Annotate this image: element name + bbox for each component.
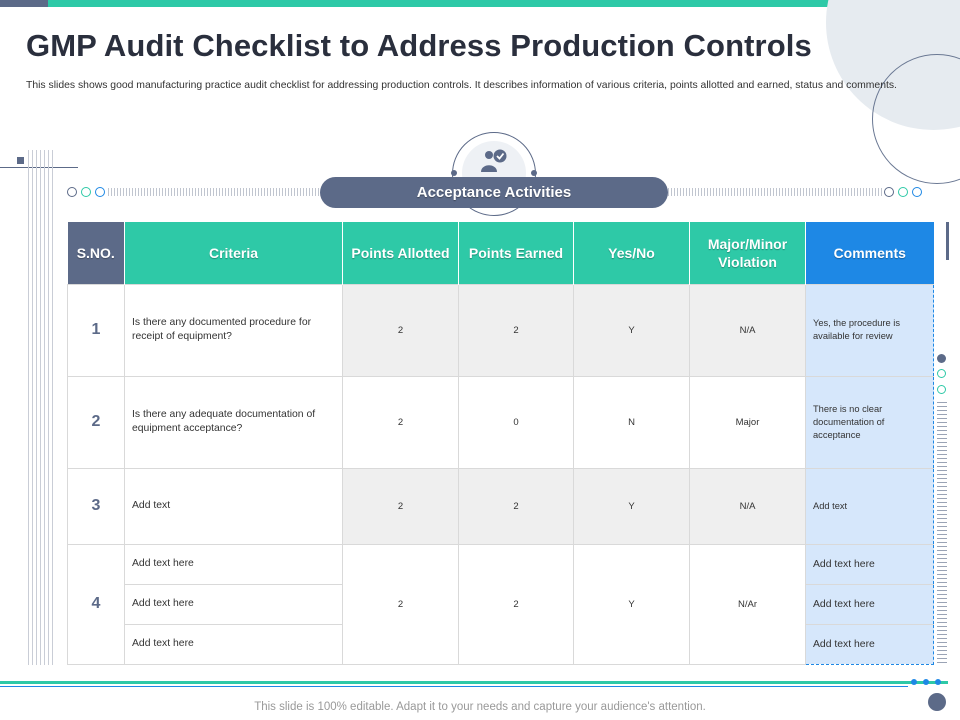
decorative-dot <box>923 679 929 685</box>
ring-dot <box>81 187 91 197</box>
badge-dot <box>531 170 537 176</box>
bottom-accent-line <box>0 681 948 684</box>
row-number: 2 <box>68 376 125 468</box>
audit-checklist-table <box>67 222 934 665</box>
person-check-icon <box>478 148 508 174</box>
table-row <box>68 376 934 468</box>
decorative-horizontal-lines <box>937 402 947 664</box>
footer-note: This slide is 100% editable. Adapt it to your needs and capture your audience's attention. <box>254 701 706 713</box>
comment-cell: There is no clear documentation of acceptance <box>806 376 934 468</box>
ring-dot <box>912 187 922 197</box>
yes-no-cell: Y <box>574 284 690 376</box>
header-points-allotted: Points Allotted <box>343 222 459 284</box>
header-yes-no: Yes/No <box>574 222 690 284</box>
criteria-cell: Add text here <box>125 624 343 664</box>
bottom-accent-line-blue <box>0 686 908 687</box>
top-accent-bar <box>0 0 960 7</box>
yes-no-cell: Y <box>574 468 690 544</box>
violation-cell: N/A <box>690 468 806 544</box>
comment-cell: Add text here <box>806 544 934 584</box>
decorative-ring-dot <box>937 369 946 378</box>
ring-dot <box>898 187 908 197</box>
ring-dot <box>95 187 105 197</box>
row-number: 4 <box>68 544 125 664</box>
violation-cell: Major <box>690 376 806 468</box>
badge-dot <box>451 170 457 176</box>
decorative-dot <box>935 679 941 685</box>
ring-dot <box>884 187 894 197</box>
points-earned-cell: 2 <box>459 284 574 376</box>
row-number: 3 <box>68 468 125 544</box>
points-earned-cell: 2 <box>459 468 574 544</box>
table-row <box>68 468 934 544</box>
top-accent-bar-dark <box>0 0 48 7</box>
decorative-dot <box>937 354 946 363</box>
criteria-cell: Add text <box>125 468 343 544</box>
points-earned-cell: 2 <box>459 544 574 664</box>
points-allotted-cell: 2 <box>343 544 459 664</box>
dotted-divider-right <box>668 188 882 196</box>
comment-cell: Yes, the procedure is available for review <box>806 284 934 376</box>
criteria-cell: Add text here <box>125 584 343 624</box>
points-allotted-cell: 2 <box>343 284 459 376</box>
section-label: Acceptance Activities <box>320 177 668 208</box>
comment-cell: Add text here <box>806 584 934 624</box>
decorative-ring-dot <box>937 385 946 394</box>
header-sno: S.NO. <box>68 222 125 284</box>
header-points-earned: Points Earned <box>459 222 574 284</box>
row-number: 1 <box>68 284 125 376</box>
criteria-cell: Is there any adequate documentation of equipment acceptance? <box>125 376 343 468</box>
dotted-divider-left <box>108 188 320 196</box>
comment-cell: Add text here <box>806 624 934 664</box>
table-header-row <box>68 222 934 284</box>
points-allotted-cell: 2 <box>343 376 459 468</box>
ring-dot <box>67 187 77 197</box>
header-violation: Major/Minor Violation <box>690 222 806 284</box>
slide-subtitle: This slides shows good manufacturing practice audit checklist for addressing production controls. It describes information of various criteria, points allotted and earned, status and comments. <box>26 80 897 91</box>
violation-cell: N/Ar <box>690 544 806 664</box>
decorative-vertical-lines <box>28 150 55 665</box>
header-criteria: Criteria <box>125 222 343 284</box>
decorative-square <box>17 157 24 164</box>
slide-title: GMP Audit Checklist to Address Production Controls <box>26 28 812 63</box>
violation-cell: N/A <box>690 284 806 376</box>
points-allotted-cell: 2 <box>343 468 459 544</box>
yes-no-cell: Y <box>574 544 690 664</box>
comment-cell: Add text <box>806 468 934 544</box>
yes-no-cell: N <box>574 376 690 468</box>
criteria-cell: Is there any documented procedure for receipt of equipment? <box>125 284 343 376</box>
header-comments: Comments <box>806 222 934 284</box>
criteria-cell: Add text here <box>125 544 343 584</box>
decorative-dot <box>911 679 917 685</box>
table-row <box>68 284 934 376</box>
table-row <box>68 544 934 584</box>
points-earned-cell: 0 <box>459 376 574 468</box>
decorative-bar <box>946 222 949 260</box>
